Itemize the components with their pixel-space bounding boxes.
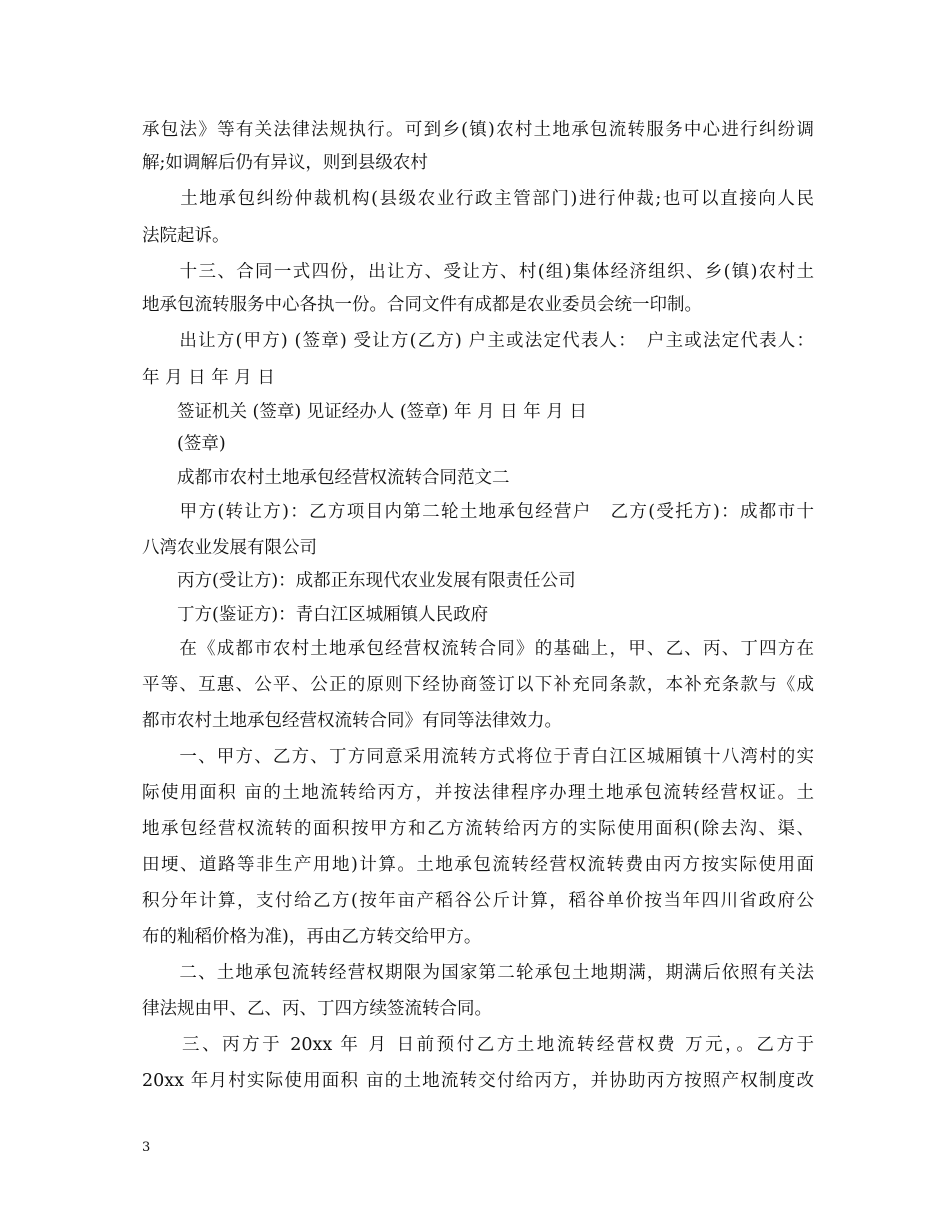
- page-number: 3: [142, 1140, 151, 1155]
- text-line: 丙方(受让方)：成都正东现代农业发展有限责任公司: [142, 571, 576, 591]
- text-line: (签章): [142, 434, 226, 454]
- text-line: 地承包流转服务中心各执一份。合同文件有成都是农业委员会统一印制。: [142, 295, 702, 315]
- text-line: 八湾农业发展有限公司: [142, 538, 317, 558]
- text-line: 十三、合同一式四份，出让方、受让方、村(组)集体经济组织、乡(镇)农村土: [142, 262, 814, 282]
- text-line: 平等、互惠、公平、公正的原则下经协商签订以下补充同条款，本补充条款与《成: [142, 675, 814, 695]
- text-line: 20xx 年月村实际使用面积 亩的土地流转交付给丙方，并协助丙方按照产权制度改: [142, 1071, 814, 1091]
- text-line: 解;如调解后仍有异议，则到县级农村: [142, 153, 428, 173]
- text-line: 一、甲方、乙方、丁方同意采用流转方式将位于青白江区城厢镇十八湾村的实: [142, 747, 814, 767]
- text-line: 承包法》等有关法律法规执行。可到乡(镇)农村土地承包流转服务中心进行纠纷调: [142, 120, 814, 140]
- text-line: 律法规由甲、乙、丙、丁四方续签流转合同。: [142, 999, 492, 1019]
- text-line: 法院起诉。: [142, 226, 230, 246]
- text-line: 都市农村土地承包经营权流转合同》有同等法律效力。: [142, 711, 562, 731]
- text-line: 甲方(转让方)：乙方项目内第二轮土地承包经营户 乙方(受托方)：成都市十: [142, 502, 814, 522]
- text-line: 田埂、道路等非生产用地)计算。土地承包流转经营权流转费由丙方按实际使用面: [142, 855, 814, 875]
- text-line: 签证机关 (签章) 见证经办人 (签章) 年 月 日 年 月 日: [142, 402, 587, 422]
- text-line: 年 月 日 年 月 日: [142, 368, 275, 388]
- text-line: 在《成都市农村土地承包经营权流转合同》的基础上，甲、乙、丙、丁四方在: [142, 639, 814, 659]
- text-line: 土地承包纠纷仲裁机构(县级农业行政主管部门)进行仲裁;也可以直接向人民: [142, 189, 814, 209]
- text-line: 二、土地承包流转经营权期限为国家第二轮承包土地期满，期满后依照有关法: [142, 963, 814, 983]
- text-line: 际使用面积 亩的土地流转给丙方，并按法律程序办理土地承包流转经营权证。土: [142, 783, 814, 803]
- text-line: 丁方(鉴证方)：青白江区城厢镇人民政府: [142, 605, 489, 625]
- text-line: 布的籼稻价格为准)，再由乙方转交给甲方。: [142, 927, 482, 947]
- text-line: 三、丙方于 20xx 年 月 日前预付乙方土地流转经营权费 万元，。乙方于: [142, 1035, 814, 1055]
- text-line: 出让方(甲方) (签章) 受让方(乙方) 户主或法定代表人： 户主或法定代表人：: [142, 331, 814, 351]
- section-title: 成都市农村土地承包经营权流转合同范文二: [142, 468, 510, 488]
- text-line: 地承包经营权流转的面积按甲方和乙方流转给丙方的实际使用面积(除去沟、渠、: [142, 819, 814, 839]
- text-line: 积分年计算，支付给乙方(按年亩产稻谷公斤计算，稻谷单价按当年四川省政府公: [142, 891, 814, 911]
